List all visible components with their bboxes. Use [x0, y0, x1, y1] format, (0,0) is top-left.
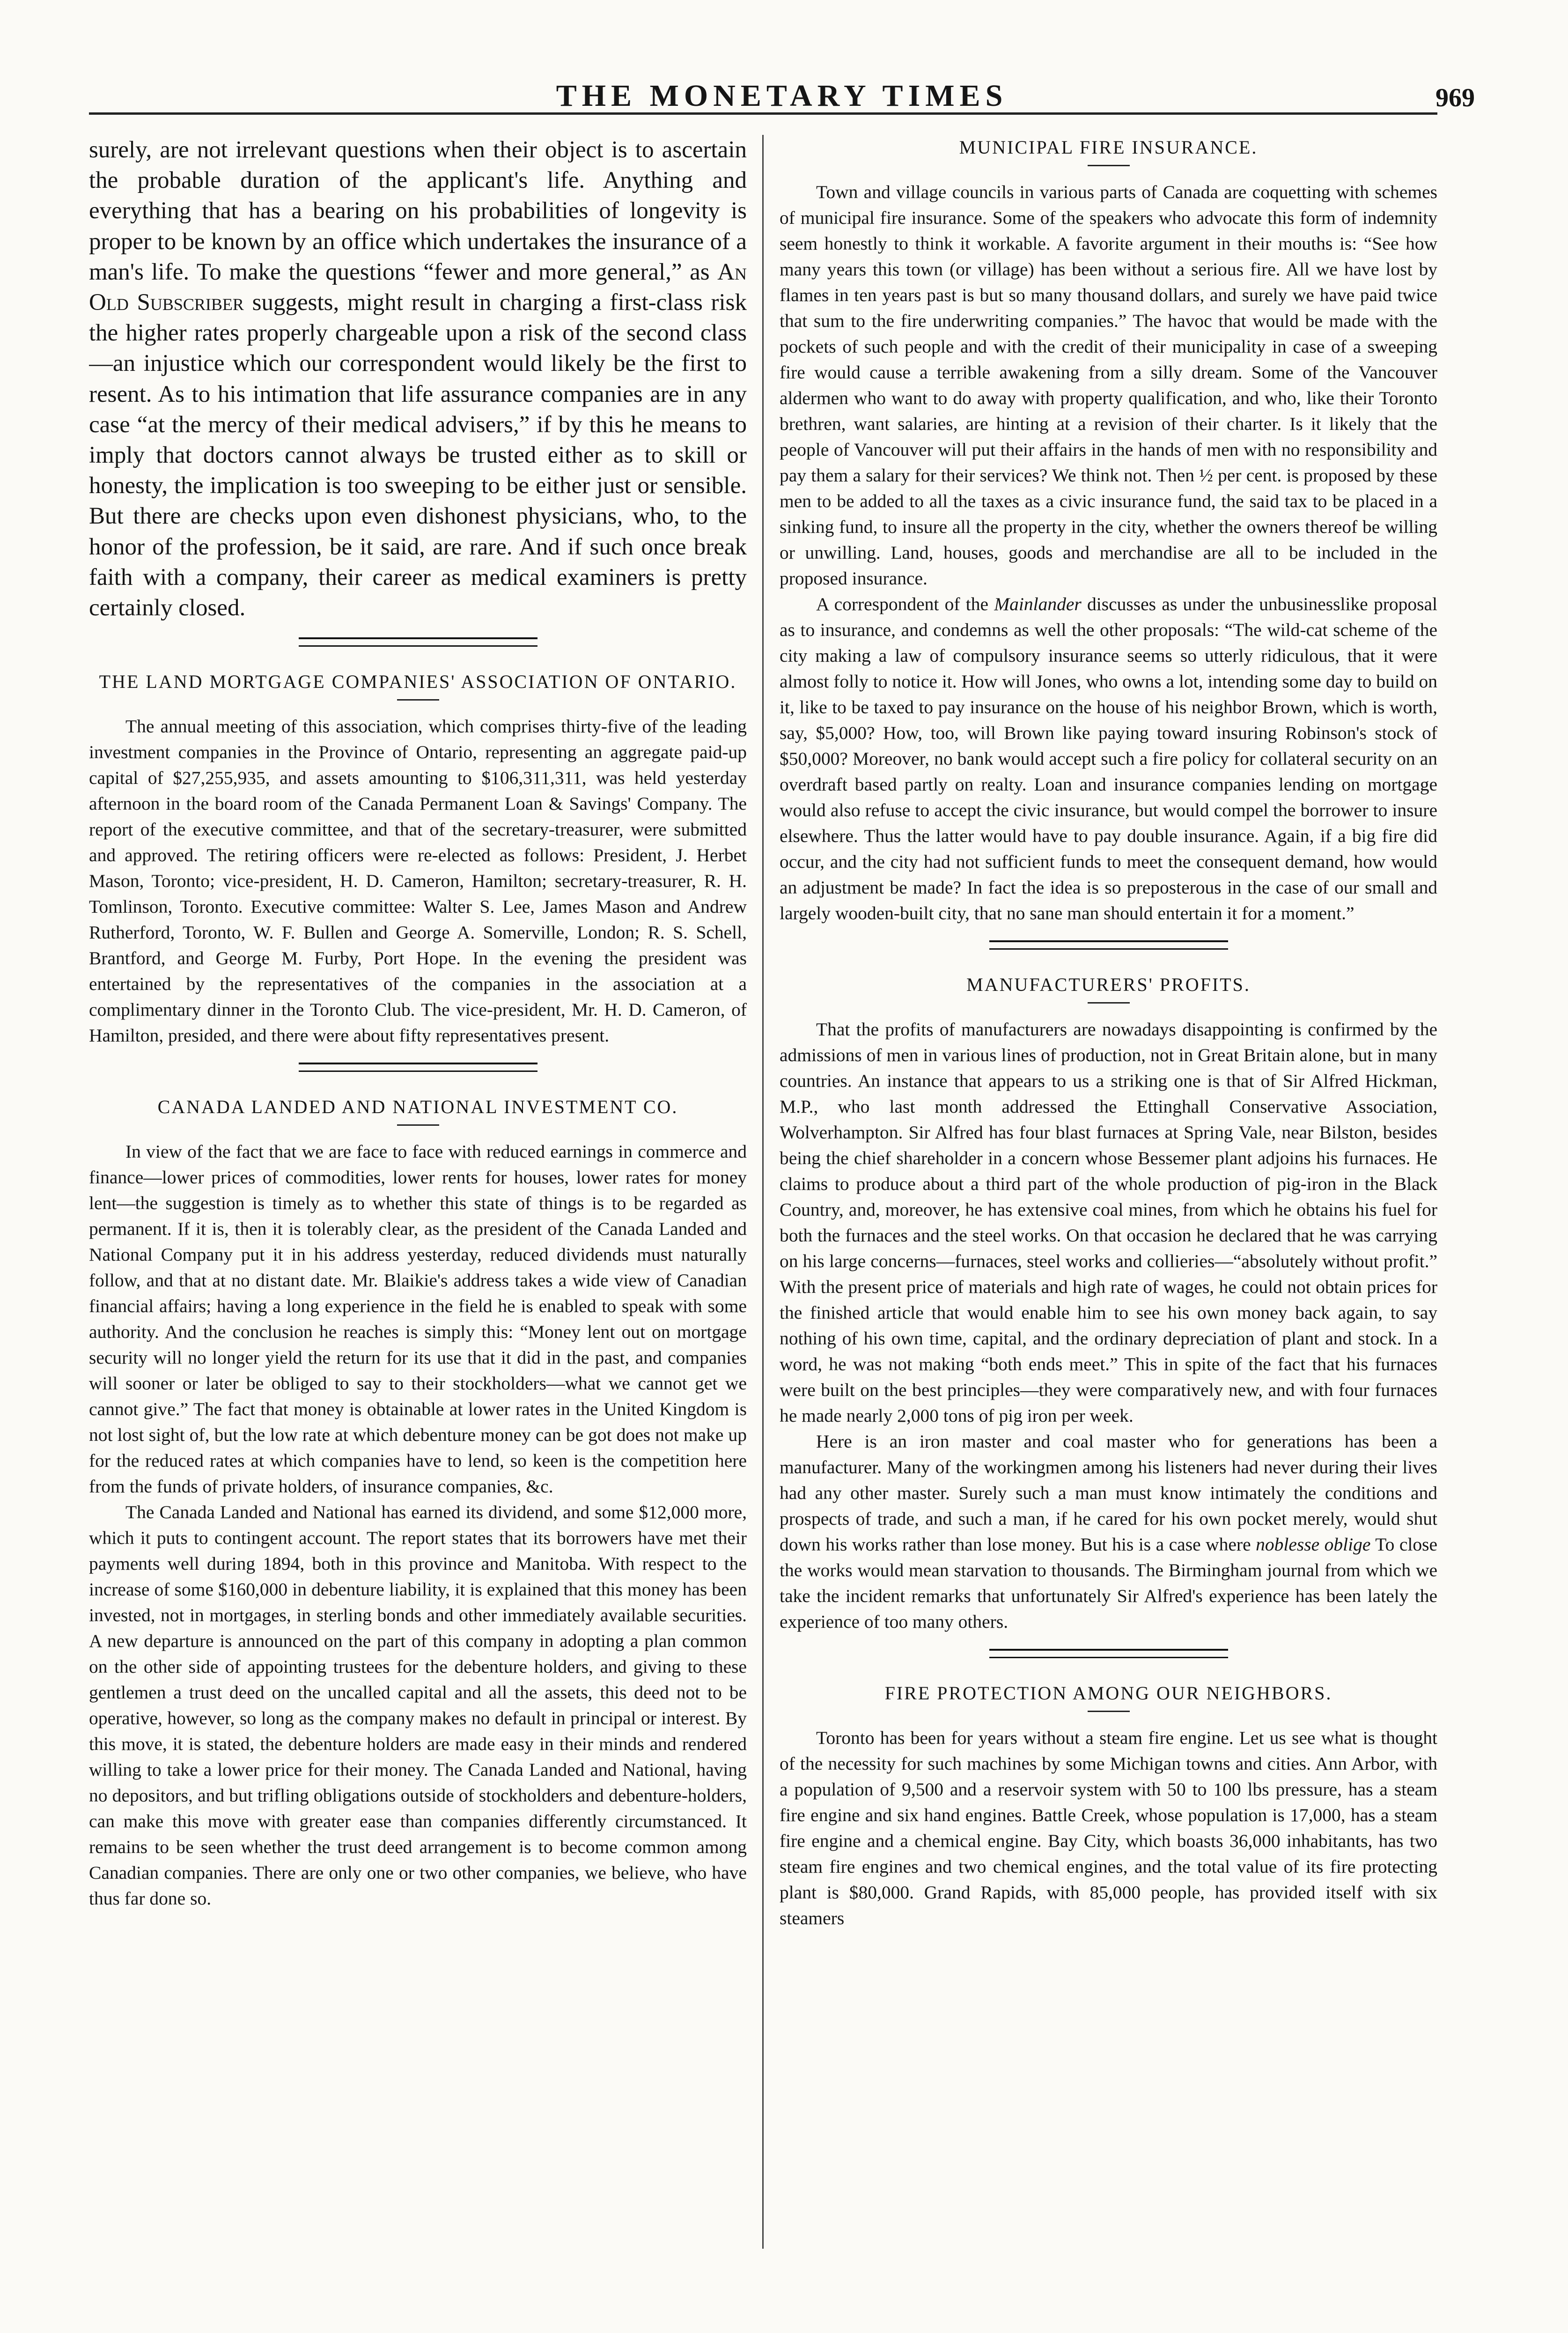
newspaper-name: Mainlander [994, 594, 1082, 614]
article-heading-municipal-fire: MUNICIPAL FIRE INSURANCE. [959, 137, 1258, 158]
page-number: 969 [1435, 83, 1475, 112]
heading-rule [397, 1124, 439, 1126]
heading-rule [397, 699, 439, 701]
page-header [89, 75, 1475, 117]
left-column [89, 135, 747, 2258]
article-heading-land-mortgage: THE LAND MORTGAGE COMPANIES' ASSOCIATION OF ONTARIO. [99, 671, 737, 693]
header-rule [89, 112, 1437, 115]
paragraph-text-part: To close the works would mean starvation to thousands. The Birmingham journal from which we take the incident remarks that unfortunately Sir Alfred's experience has been lately the experience of too many others. [780, 1534, 1437, 1632]
section-divider [989, 1649, 1228, 1658]
article-paragraph: The Canada Landed and National has earned its dividend, and some $12,000 more, which it puts to contingent account. The report states that its borrowers have met their payments well during 1894, both in this province and Manitoba. With respect to the increase of some $160,000 in debenture liability, it is explained that this money has been invested, not in mortgages, in sterling bonds and other immediately available securities. A new departure is announced on the part of this company in adopting a plan common on the other side of appointing trustees for the debenture holders, and giving to these gentlemen a trust deed on the uncalled capital and all the assets, this deed not to be operative, however, so long as the company makes no default in principal or interest. By this move, it is stated, the debenture holders are made easy in their minds and rendered willing to take a lower price for their money. The Canada Landed and National, having no depositors, and but trifling obligations outside of stockholders and debenture-holders, can make this move with greater ease than companies differently circumstanced. It remains to be seen whether the trust deed arrangement is to become common among Canadian companies. There are only one or two other companies, we believe, who have thus far done so. [89, 1502, 747, 1909]
article-paragraph: Town and village councils in various parts of Canada are coquetting with schemes of municipal fire insurance. Some of the speakers who advocate this form of indemnity seem honestly to think it workable. A favorite argument in their mouths is: “See how many years this town (or village) has been without a serious fire. All we have lost by flames in ten years past is but so many thousand dollars, and surely we have paid twice that sum to the fire underwriting companies.” The havoc that would be made with the pockets of such people and with the credit of their municipality in case of a sweeping fire would cause a terrible awakening from a silly dream. Some of the Vancouver aldermen who want to do away with property qualification, and who, like their Toronto brethren, want salaries, are hinting at a revision of their charter. Is it likely that the people of Vancouver will put their affairs in the hands of men with no responsibility and pay them a salary for their services? We think not. Then ½ per cent. is proposed by these men to be added to all the taxes as a civic insurance fund, the said tax to be placed in a sinking fund, to insure all the property in the city, whether the owners thereof be willing or unwilling. Land, houses, goods and merchandise are all to be included in the proposed insurance. [780, 182, 1437, 589]
section-divider [989, 940, 1228, 950]
heading-rule [1088, 1711, 1130, 1712]
italic-phrase: noblesse oblige [1256, 1534, 1371, 1555]
article-paragraph [780, 1429, 1437, 1635]
section-divider [299, 637, 537, 647]
correspondent-name: An Old Subscriber [89, 258, 747, 316]
lead-text-part: surely, are not irrelevant questions when their object is to ascertain the probable duration of the applicant's life. Anything and everything that has a bearing on his probabilities of longevity is proper to be known by an office which undertakes the insurance of a man's life. To make the questions “fewer and more general,” as [89, 137, 747, 285]
paragraph-text-part: Here is an iron master and coal master who for generations has been a manufacturer. Many of the workingmen among his listeners had never during their lives had any other master. Surely such a man must know intimately the conditions and prospects of trade, and such a man, if he cared for his own pocket merely, would shut down his works rather than lose money. But his is a case where [780, 1431, 1437, 1555]
paragraph-text-part: discusses as under the unbusinesslike proposal as to insurance, and condemns as well the other proposals: “The wild-cat scheme of the city making a law of compulsory insurance seems so utterly ridiculous, that it were almost folly to notice it. How will Jones, who owns a lot, intending some day to build on it, like to be taxed to pay insurance on the house of his neighbor Brown, which is worth, say, $5,000? How, too, will Brown like paying toward insuring Robinson's stock of $50,000? Moreover, no bank would accept such a fire policy for collateral security on an overdraft based partly on realty. Loan and insurance companies lending on mortgage would also refuse to accept the civic insurance, but would compel the borrower to insure elsewhere. Thus the latter would have to pay double insurance. Again, if a big fire did occur, and the city had not sufficient funds to meet the consequent demand, how would an adjustment be made? In fact the idea is so preposterous in the case of our small and largely wooden-built city, that no sane man should entertain it for a moment.” [780, 594, 1437, 923]
section-divider [299, 1063, 537, 1072]
article-paragraph: The annual meeting of this association, which comprises thirty-five of the leading investment companies in the Province of Ontario, representing an aggregate paid-up capital of $27,255,935, and assets amounting to $106,311,311, was held yesterday afternoon in the board room of the Canada Permanent Loan & Savings' Company. The report of the executive committee, and that of the secretary-treasurer, were submitted and approved. The retiring officers were re-elected as follows: President, J. Herbet Mason, Toronto; vice-president, H. D. Cameron, Hamilton; secretary-treasurer, R. H. Tomlinson, Toronto. Executive committee: Walter S. Lee, James Mason and Andrew Rutherford, Toronto, W. F. Bullen and George A. Somerville, London; R. S. Schell, Brantford, and George M. Furby, Port Hope. In the evening the president was entertained by the representatives of the companies in the association at a complimentary dinner in the Toronto Club. The vice-president, Mr. H. D. Cameron, of Hamilton, presided, and there were about fifty representatives present. [89, 716, 747, 1046]
lead-text-part: suggests, might result in charging a first-class risk the higher rates properly chargeable upon a risk of the second class—an injustice which our correspondent would likely be the first to resent. As to his intimation that life assurance companies are in any case “at the mercy of their medical advisers,” if by this he means to imply that doctors cannot always be trusted either as to skill or honesty, the implication is too sweeping to be either just or sensible. But there are checks upon even dishonest physicians, who, to the honor of the profession, be it said, are rare. And if such once break faith with a company, their career as medical examiners is pretty certainly closed. [89, 289, 747, 621]
article-paragraph: That the profits of manufacturers are nowadays disappointing is confirmed by the admissions of men in various lines of production, not in Great Britain alone, but in many countries. An instance that appears to us a striking one is that of Sir Alfred Hickman, M.P., who last month addressed the Ettinghall Conservative Association, Wolverhampton. Sir Alfred has four blast furnaces at Spring Vale, near Bilston, besides being the chief shareholder in a concern whose Bessemer plant adjoins his furnaces. He claims to produce about a third part of the whole production of pig-iron in the Black Country, and, moreover, he has extensive coal mines, from which he obtains his fuel for both the furnaces and the steel works. On that occasion he declared that he was carrying on his large concerns—furnaces, steel works and collieries—“absolutely without profit.” With the present price of materials and high rate of wages, he could not obtain prices for the finished article that would enable him to see his own money back again, to say nothing of his own time, capital, and the ordinary depreciation of plant and stock. In a word, he was not making “both ends meet.” This in spite of the fact that his furnaces were built on the best principles—they were comparatively new, and with four furnaces he made nearly 2,000 tons of pig iron per week. [780, 1019, 1437, 1426]
article-heading-canada-landed: CANADA LANDED AND NATIONAL INVESTMENT CO. [157, 1096, 678, 1118]
heading-rule [1088, 165, 1130, 166]
masthead: THE MONETARY TIMES [556, 79, 1008, 113]
continued-article-text [89, 135, 747, 623]
article-paragraph: In view of the fact that we are face to face with reduced earnings in commerce and finance—lower prices of commodities, lower rents for houses, lower rates for money lent—the suggestion is timely as to whether this state of things is to be regarded as permanent. If it is, then it is tolerably clear, as the president of the Canada Landed and National Company put it in his address yesterday, reduced dividends must naturally follow, and that at no distant date. Mr. Blaikie's address takes a wide view of Canadian financial affairs; having a long experience in the field he is enabled to speak with some authority. And the conclusion he reaches is simply this: “Money lent out on mortgage security will no longer yield the return for its use that it did in the past, and companies will sooner or later be obliged to say to their stockholders—what we cannot get we cannot give.” The fact that money is obtainable at lower rates in the United Kingdom is not lost sight of, but the low rate at which debenture money can be got does not make up for the reduced rates at which companies have to lend, so keen is the competition here from the funds of private holders, of insurance companies, &c. [89, 1141, 747, 1497]
article-heading-manufacturers-profits: MANUFACTURERS' PROFITS. [966, 974, 1251, 995]
paragraph-text-part: A correspondent of the [816, 594, 994, 614]
article-paragraph [780, 591, 1437, 926]
article-heading-fire-protection: FIRE PROTECTION AMONG OUR NEIGHBORS. [884, 1683, 1332, 1704]
heading-rule [1088, 1002, 1130, 1004]
right-column [780, 135, 1437, 2258]
article-paragraph: Toronto has been for years without a steam fire engine. Let us see what is thought of the necessity for such machines by some Michigan towns and cities. Ann Arbor, with a population of 9,500 and a reservoir system with 50 to 100 lbs pressure, has a steam fire engine and six hand engines. Battle Creek, whose population is 17,000, has a steam fire engine and a chemical engine. Bay City, which boasts 36,000 inhabitants, has two steam fire engines and two chemical engines, and the total value of its fire protecting plant is $80,000. Grand Rapids, with 85,000 people, has provided itself with six steamers [780, 1728, 1437, 1928]
column-divider [762, 135, 764, 2249]
